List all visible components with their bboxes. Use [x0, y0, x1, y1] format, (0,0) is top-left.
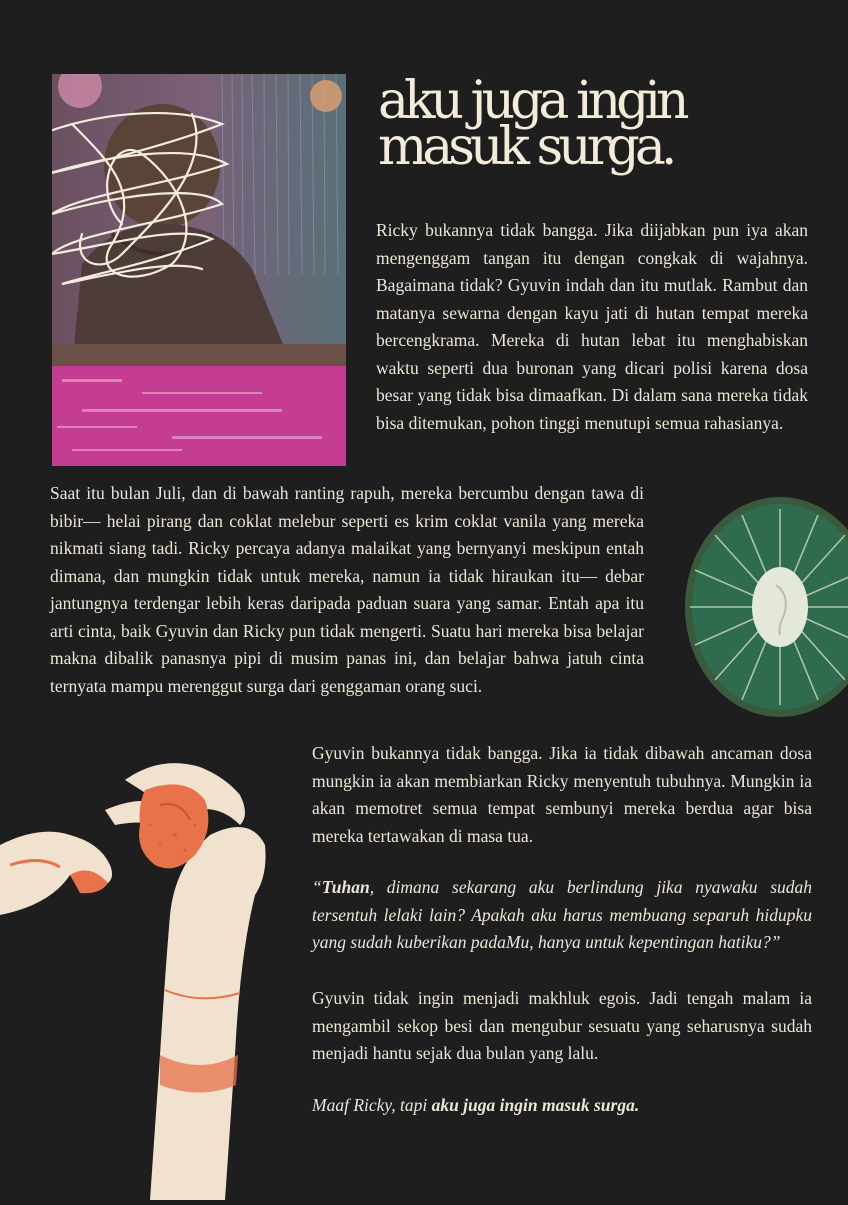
paragraph-1: Ricky bukannya tidak bangga. Jika diijabkan pun iya akan mengenggam tangan itu dengan congkak di wajahnya. Bagaimana tidak? Gyuvin indah dan itu mutlak. Rambut dan matanya sewarna dengan kayu jati di hutan tempat mereka bercengkrama. Mereka di hutan lebat itu menghabiskan waktu seperti dua buronan yang dicari polisi karena dosa besar yang tidak bisa dimaafkan. Di dalam sana mereka tidak bisa ditemukan, pohon tinggi menutupi semua rahasianya.: [376, 220, 808, 433]
quote-mark: “: [312, 877, 322, 897]
closing-italic: Maaf Ricky, tapi: [312, 1095, 432, 1115]
prayer-quote: [312, 874, 812, 957]
portrait-photo: [52, 74, 346, 466]
closing-line: [312, 1092, 812, 1120]
closing-bold: aku juga ingin masuk surga.: [431, 1095, 640, 1115]
quote-emphasis: Tuhan: [321, 877, 370, 897]
page-title: aku juga ingin masuk surga.: [378, 71, 685, 177]
paragraph-2: Saat itu bulan Juli, dan di bawah ranting rapuh, mereka bercumbu dengan tawa di bibir— helai pirang dan coklat melebur seperti es krim coklat vanila yang mereka nikmati siang tadi. Ricky percaya adanya malaikat yang bernyanyi meskipun entah dimana, dan mungkin tidak untuk mereka, namun ia tidak hiraukan itu— debar jantungnya terdengar lebih keras daripada paduan suara yang samar. Entah apa itu arti cinta, baik Gyuvin dan Ricky pun tidak mengerti. Suatu hari mereka bisa belajar makna dibalik panasnya pipi di musim panas ini, dan belajar bahwa jatuh cinta ternyata mampu merenggut surga dari genggaman orang suci.: [50, 483, 644, 696]
paragraph-5: Gyuvin tidak ingin menjadi makhluk egois. Jadi tengah malam ia mengambil sekop besi dan mengubur sesuatu yang seharusnya sudah menjadi hantu sejak dua bulan yang lalu.: [312, 988, 812, 1063]
paragraph-3: Gyuvin bukannya tidak bangga. Jika ia tidak dibawah ancaman dosa mungkin ia akan membiarkan Ricky menyentuh tubuhnya. Mungkin ia akan memotret semua tempat sembunyi mereka berdua agar bisa mereka tertawakan di masa tua.: [312, 743, 812, 846]
kiwi-image: [680, 495, 848, 730]
hands-image: [0, 755, 300, 1205]
quote-text: , dimana sekarang aku berlindung jika nyawaku sudah tersentuh lelaki lain? Apakah aku harus membuang separuh hidupku yang sudah kuberikan padaMu, hanya untuk kepentingan hatiku?”: [312, 877, 812, 952]
